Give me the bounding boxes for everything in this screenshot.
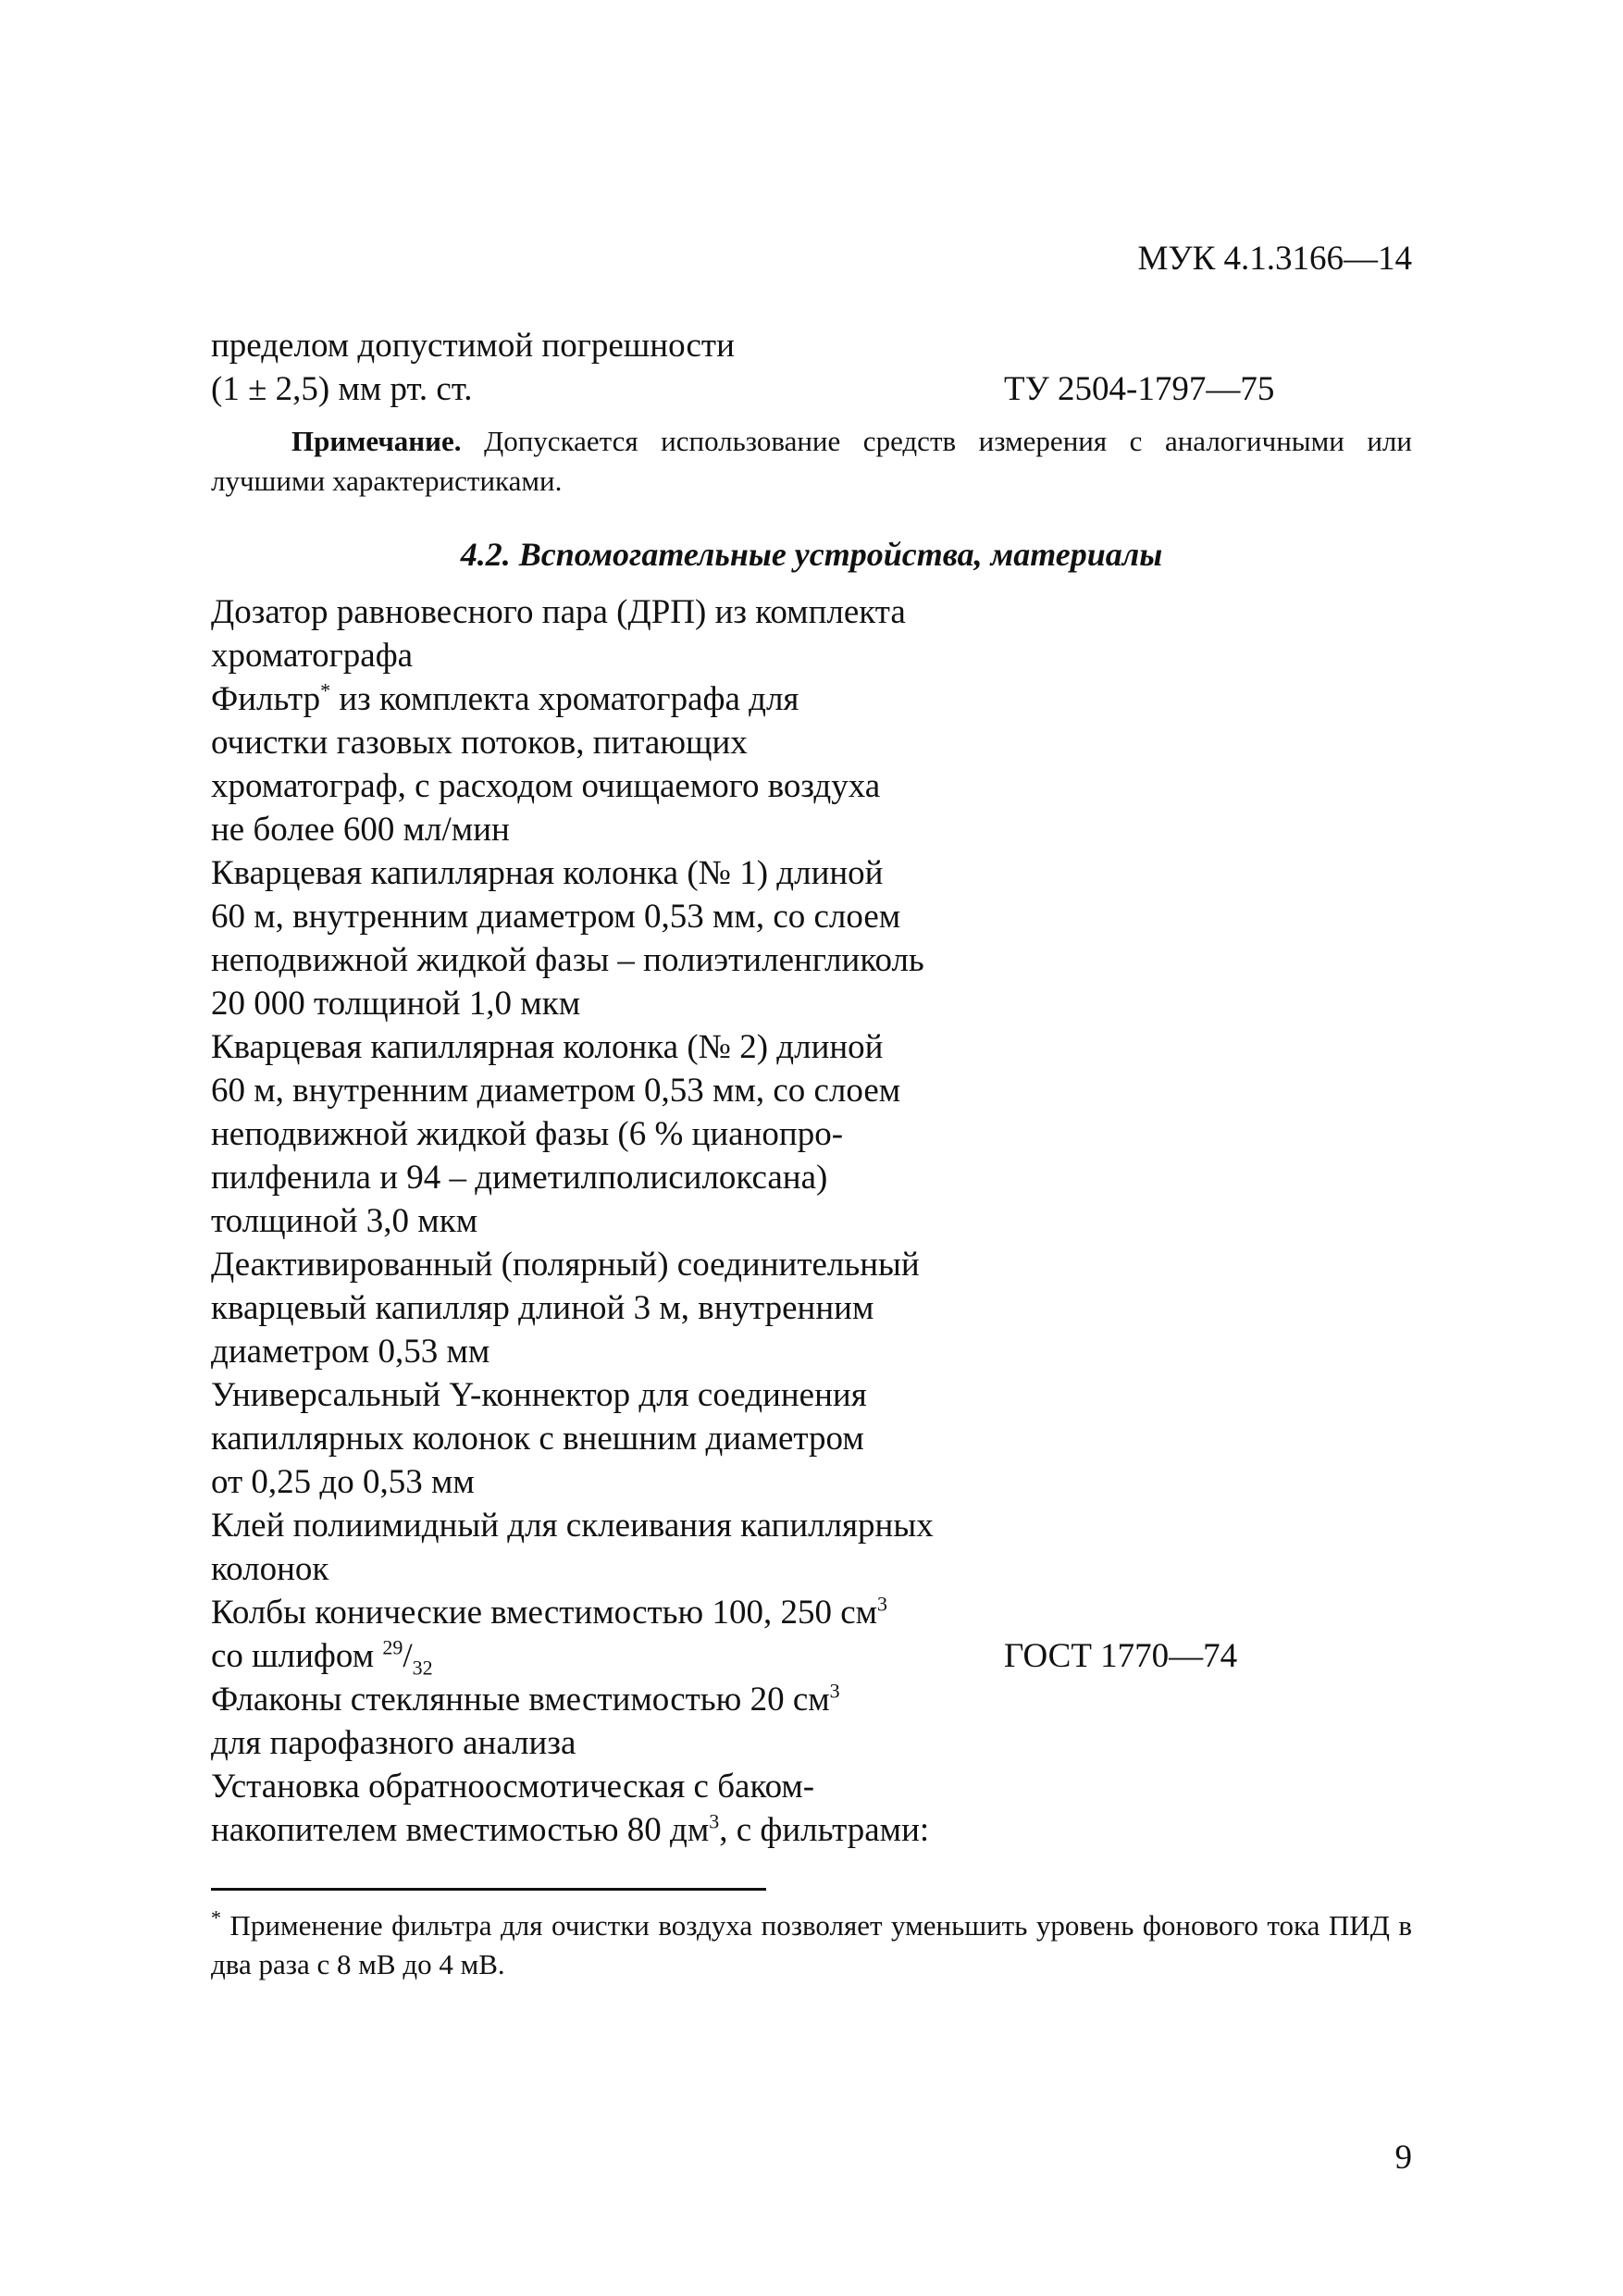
item-line: 20 000 толщиной 1,0 мкм bbox=[211, 985, 581, 1023]
item-line bbox=[211, 677, 1044, 721]
item-line: неподвижной жидкой фазы – полиэтиленгликоль bbox=[211, 941, 924, 979]
item-line: 60 м, внутренним диаметром 0,53 мм, со слоем bbox=[211, 1072, 901, 1110]
item-line: очистки газовых потоков, питающих bbox=[211, 724, 748, 762]
item-text: со шлифом bbox=[211, 1637, 383, 1675]
list-item bbox=[211, 1765, 1044, 1852]
item-line: хроматографа bbox=[211, 637, 414, 675]
item-text: Колбы конические вместимостью 100, 250 см bbox=[211, 1594, 878, 1632]
list-item bbox=[211, 677, 1044, 851]
list-item bbox=[211, 1591, 1044, 1678]
item-line: Деактивированный (полярный) соединительный bbox=[211, 1246, 920, 1284]
footnote-divider bbox=[211, 1888, 766, 1891]
item-line: 60 м, внутренним диаметром 0,53 мм, со слоем bbox=[211, 898, 901, 936]
list-item bbox=[211, 1025, 1044, 1243]
item-text: Флаконы стеклянные вместимостью 20 см bbox=[211, 1681, 830, 1719]
footnote bbox=[211, 1906, 1412, 1984]
item-line: хроматограф, с расходом очищаемого воздуха bbox=[211, 767, 881, 805]
document-code: МУК 4.1.3166—14 bbox=[1137, 240, 1412, 278]
item-line: диаметром 0,53 мм bbox=[211, 1333, 490, 1371]
list-item bbox=[211, 1243, 1044, 1373]
item-line: колонок bbox=[211, 1550, 329, 1588]
item-line: Клей полиимидный для склеивания капиллярных bbox=[211, 1507, 934, 1545]
intro-reference: ТУ 2504-1797—75 bbox=[1004, 370, 1275, 408]
item-line: Кварцевая капиллярная колонка (№ 2) длиной bbox=[211, 1028, 884, 1066]
list-item bbox=[211, 1678, 1044, 1765]
item-line bbox=[211, 1634, 1044, 1678]
intro-line-2: (1 ± 2,5) мм рт. ст. bbox=[211, 370, 473, 408]
item-text: накопителем вместимостью 80 дм bbox=[211, 1811, 710, 1849]
list-item bbox=[211, 590, 1044, 677]
item-text: из комплекта хроматографа для bbox=[330, 680, 799, 718]
superscript: 3 bbox=[829, 1679, 840, 1703]
note-paragraph bbox=[211, 421, 1412, 501]
item-line: пилфенила и 94 – диметилполисилоксана) bbox=[211, 1159, 828, 1197]
item-line: толщиной 3,0 мкм bbox=[211, 1202, 478, 1240]
item-line: от 0,25 до 0,53 мм bbox=[211, 1463, 475, 1501]
item-line bbox=[211, 1808, 1044, 1852]
item-line: не более 600 мл/мин bbox=[211, 811, 510, 849]
fraction-slash: / bbox=[403, 1637, 413, 1675]
list-item bbox=[211, 1373, 1044, 1504]
superscript: 3 bbox=[709, 1809, 720, 1833]
item-line bbox=[211, 1591, 1044, 1634]
item-line: для парофазного анализа bbox=[211, 1724, 576, 1762]
superscript: 3 bbox=[877, 1592, 888, 1616]
item-text: Фильтр bbox=[211, 680, 321, 718]
item-line: Дозатор равновесного пара (ДРП) из комплекта bbox=[211, 593, 906, 631]
item-line: неподвижной жидкой фазы (6 % цианопро- bbox=[211, 1115, 844, 1153]
item-line: капиллярных колонок с внешним диаметром bbox=[211, 1420, 864, 1458]
item-line: Кварцевая капиллярная колонка (№ 1) длиной bbox=[211, 854, 884, 892]
item-text: , с фильтрами: bbox=[719, 1811, 930, 1849]
intro-line-1: пределом допустимой погрешности bbox=[211, 327, 735, 365]
footnote-marker: * bbox=[320, 678, 331, 702]
superscript: 29 bbox=[382, 1635, 403, 1659]
section-heading: 4.2. Вспомогательные устройства, материалы bbox=[460, 536, 1163, 573]
note-text: Допускается использование средств измерения с аналогичными или лучшими характеристиками. bbox=[211, 425, 1412, 497]
footnote-marker: * bbox=[211, 1905, 221, 1930]
item-line: Установка обратноосмотическая с баком- bbox=[211, 1768, 815, 1806]
item-reference: ГОСТ 1770—74 bbox=[1004, 1637, 1238, 1675]
page-number: 9 bbox=[1394, 2139, 1412, 2177]
subscript: 32 bbox=[412, 1656, 433, 1680]
item-line: Универсальный Y-коннектор для соединения bbox=[211, 1376, 867, 1414]
list-item bbox=[211, 851, 1044, 1025]
item-line bbox=[211, 1678, 1044, 1721]
footnote-text: Применение фильтра для очистки воздуха позволяет уменьшить уровень фонового тока ПИД в два раза с 8 мВ до 4 мВ. bbox=[211, 1909, 1412, 1980]
list-item bbox=[211, 1504, 1044, 1591]
item-line: кварцевый капилляр длиной 3 м, внутренним bbox=[211, 1289, 874, 1327]
note-label: Примечание. bbox=[291, 425, 462, 457]
